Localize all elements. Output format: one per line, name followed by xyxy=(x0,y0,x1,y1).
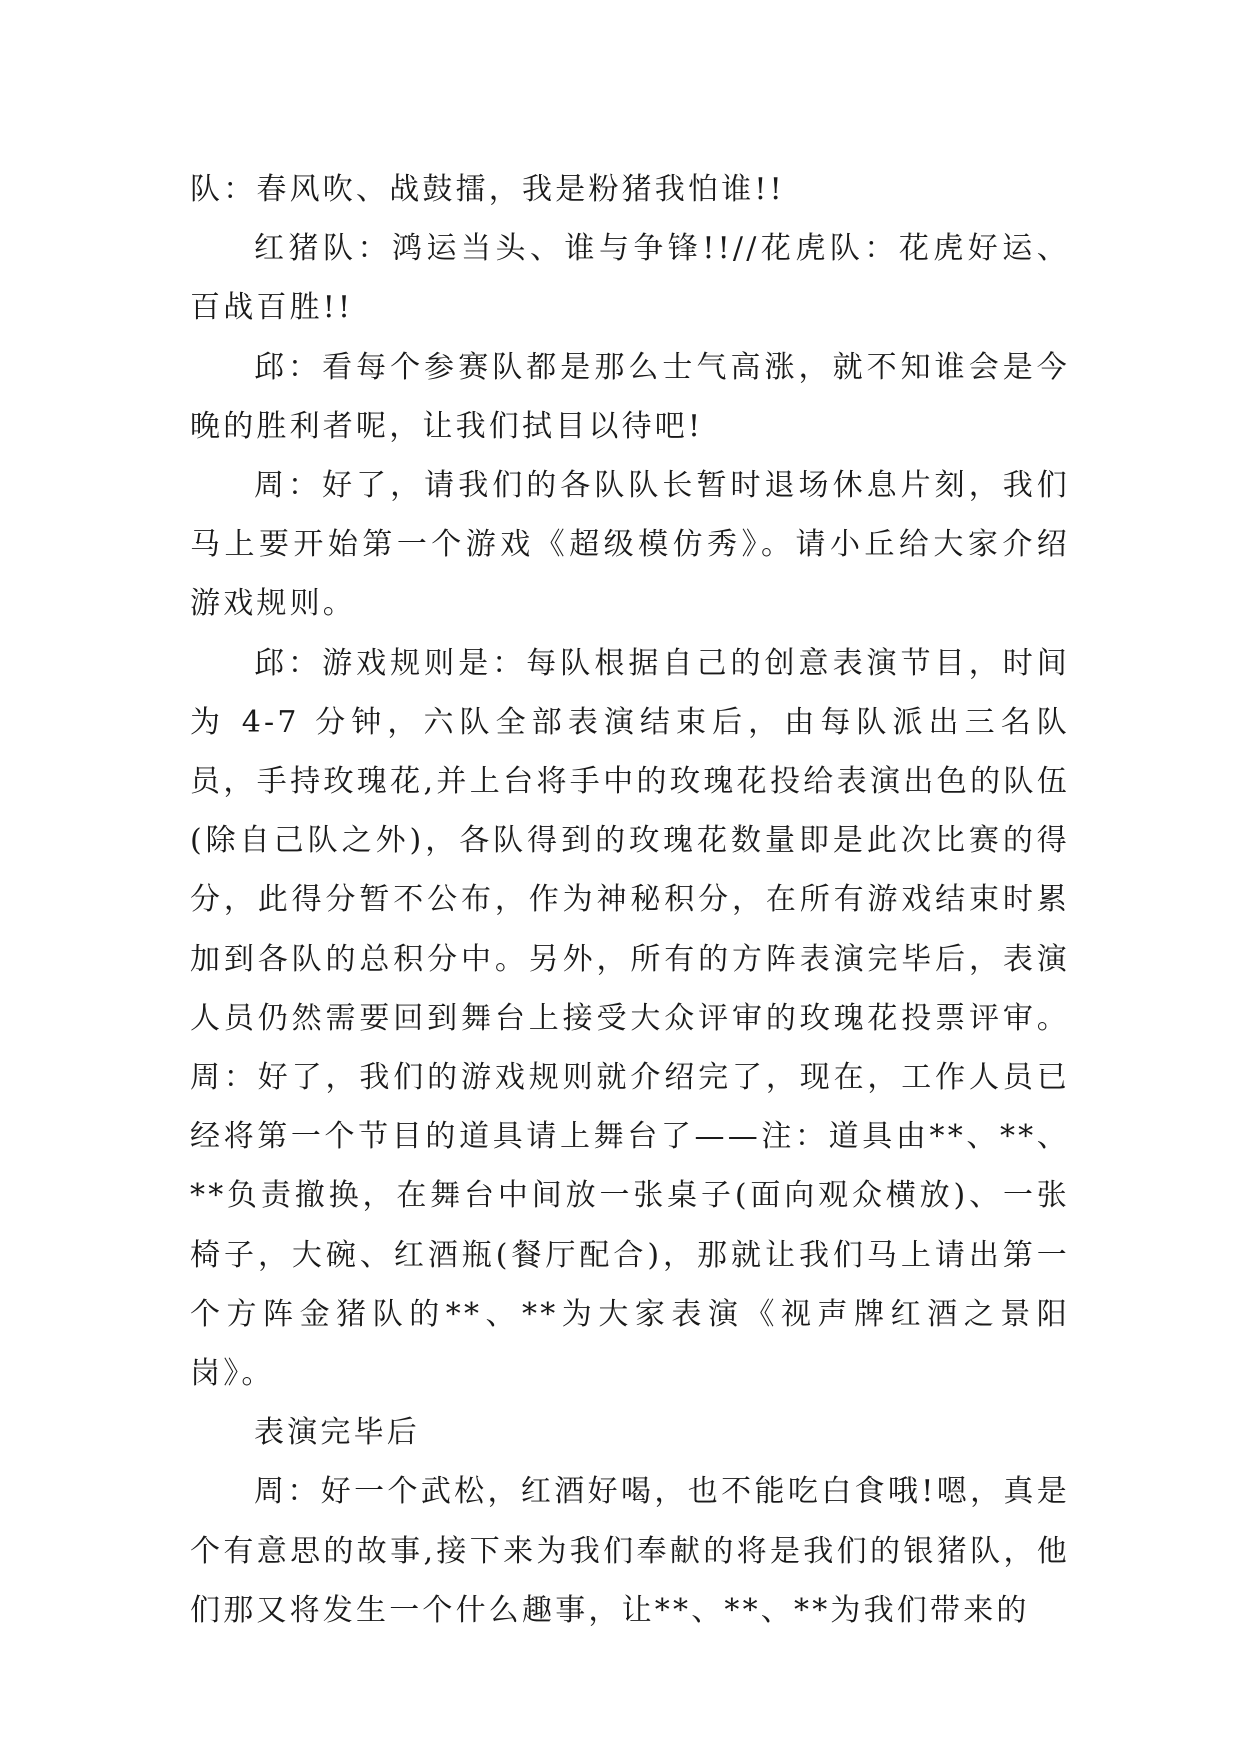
paragraph-7: 周：好一个武松，红酒好喝，也不能吃白食哦!嗯，真是个有意思的故事,接下来为我们奉献的将是我们的银猪队，他们那又将发生一个什么趣事，让**、**、**为我们带来的 xyxy=(190,1474,1070,1628)
paragraph-6: 表演完毕后 xyxy=(254,1415,420,1451)
paragraph-1: 队：春风吹、战鼓擂，我是粉猪我怕谁!! xyxy=(190,172,785,207)
paragraph-3: 邱：看每个参赛队都是那么士气高涨，就不知谁会是今晚的胜利者呢，让我们拭目以待吧! xyxy=(190,349,1070,444)
paragraph-2: 红猪队：鸿运当头、谁与争锋!!//花虎队：花虎好运、百战百胜!! xyxy=(190,231,1070,326)
document-body xyxy=(190,160,1070,1640)
paragraph-5: 邱：游戏规则是：每队根据自己的创意表演节目，时间为 4-7 分钟，六队全部表演结束后，由每队派出三名队员，手持玫瑰花,并上台将手中的玫瑰花投给表演出色的队伍(除自己队之外)，各队得到的玫瑰花数量即是此次比赛的得分，此得分暂不公布，作为神秘积分，在所有游戏结束时累加到各队的总积分中。另外，所有的方阵表演完毕后，表演人员仍然需要回到舞台上接受大众评审的玫瑰花投票评审。周：好了，我们的游戏规则就介绍完了，现在，工作人员已经将第一个节目的道具请上舞台了——注：道具由**、**、**负责撤换，在舞台中间放一张桌子(面向观众横放)、一张椅子，大碗、红酒瓶(餐厅配合)，那就让我们马上请出第一个方阵金猪队的**、**为大家表演《视声牌红酒之景阳岗》。 xyxy=(190,645,1070,1392)
paragraph-4: 周：好了，请我们的各队队长暂时退场休息片刻，我们马上要开始第一个游戏《超级模仿秀》。请小丘给大家介绍游戏规则。 xyxy=(190,468,1070,622)
